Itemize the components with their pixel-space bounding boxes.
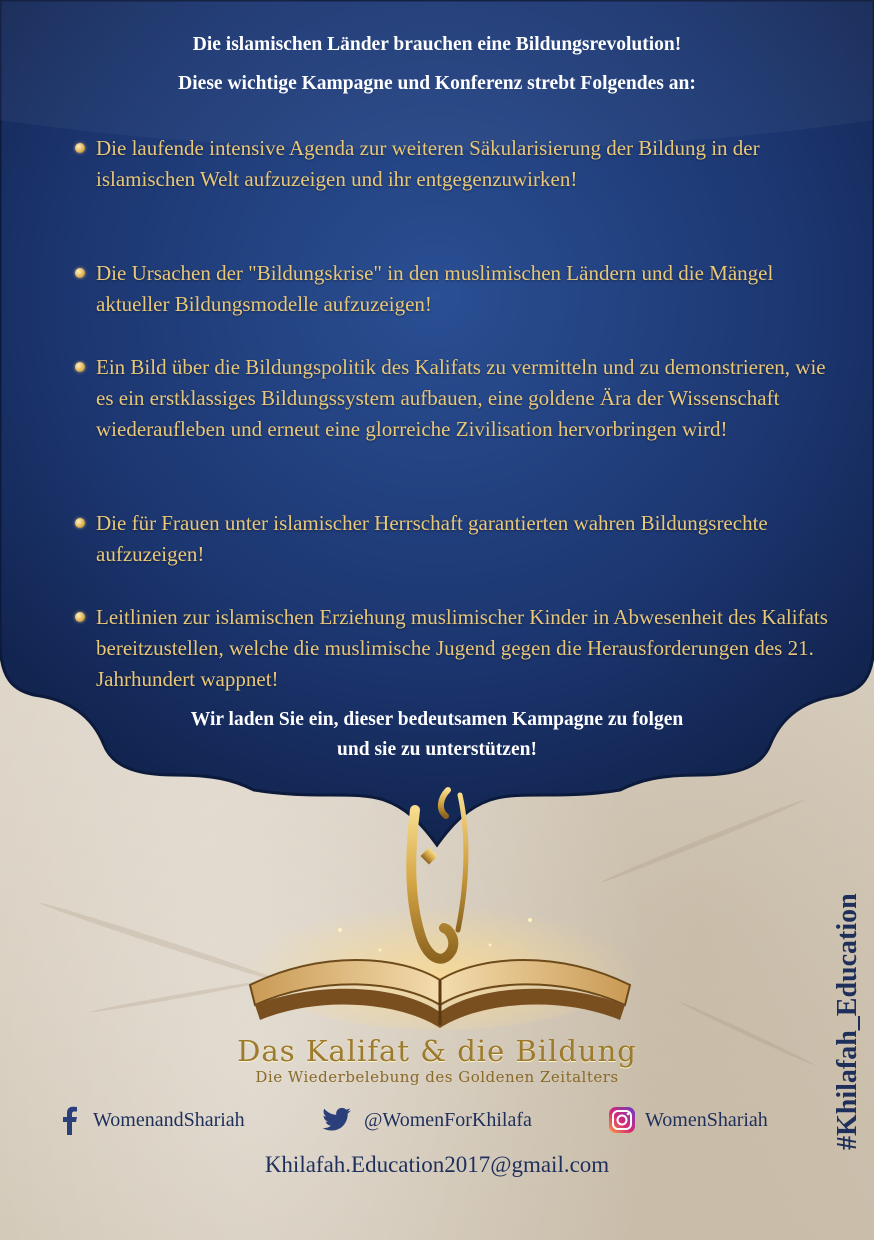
bullet-dot-icon <box>75 268 85 278</box>
bullet-item: Die für Frauen unter islamischer Herrschaft garantierten wahren Bildungsrechte aufzuzeigen! <box>96 511 768 566</box>
facebook-icon <box>55 1105 85 1135</box>
instagram-icon <box>607 1105 637 1135</box>
contact-email[interactable]: Khilafah.Education2017@gmail.com <box>264 1152 610 1177</box>
bullet-item: Die laufende intensive Agenda zur weiteren Säkularisierung der Bildung in der islamischen Welt aufzuzeigen und ihr entgegenzuwirken! <box>96 136 760 191</box>
instagram-link[interactable] <box>607 1103 768 1137</box>
bullet-dot-icon <box>75 362 85 372</box>
invitation-line: Wir laden Sie ein, dieser bedeutsamen Kampagne zu folgen <box>190 709 684 730</box>
subheadline: Diese wichtige Kampagne und Konferenz strebt Folgendes an: <box>178 73 696 94</box>
twitter-link[interactable] <box>318 1103 532 1137</box>
bullet-item: Ein Bild über die Bildungspolitik des Kalifats zu vermitteln und zu demonstrieren, wie es ein erstklassiges Bildungssystem aufbauen, eine goldene Ära der Wissenschaft wiederaufleben und erneut eine glorreiche Zivilisation hervorbringen wird! <box>96 355 826 441</box>
twitter-icon <box>318 1104 356 1136</box>
bullet-dot-icon <box>75 612 85 622</box>
bullet-item: Die Ursachen der "Bildungskrise" in den muslimischen Ländern und die Mängel aktueller Bildungsmodelle aufzuzeigen! <box>96 261 774 316</box>
hashtag: #Khilafah_Education <box>832 893 863 1150</box>
bullet-item: Leitlinien zur islamischen Erziehung muslimischer Kinder in Abwesenheit des Kalifats bereitzustellen, welche die muslimische Jugend gegen die Herausforderungen des 21. Jahrhundert wappnet! <box>96 605 828 691</box>
bullet-dot-icon <box>75 518 85 528</box>
brand-subtitle: Die Wiederbelebung des Goldenen Zeitalters <box>255 1068 619 1086</box>
twitter-handle: @WomenForKhilafa <box>364 1108 532 1131</box>
bullet-dot-icon <box>75 143 85 153</box>
headline: Die islamischen Länder brauchen eine Bildungsrevolution! <box>192 34 682 55</box>
brand-title: Das Kalifat & die Bildung <box>237 1034 637 1068</box>
invitation-line: und sie zu unterstützen! <box>337 739 537 760</box>
instagram-handle: WomenShariah <box>645 1108 768 1131</box>
open-book-icon <box>230 780 650 1040</box>
facebook-handle: WomenandShariah <box>93 1108 245 1131</box>
facebook-link[interactable] <box>55 1103 245 1137</box>
